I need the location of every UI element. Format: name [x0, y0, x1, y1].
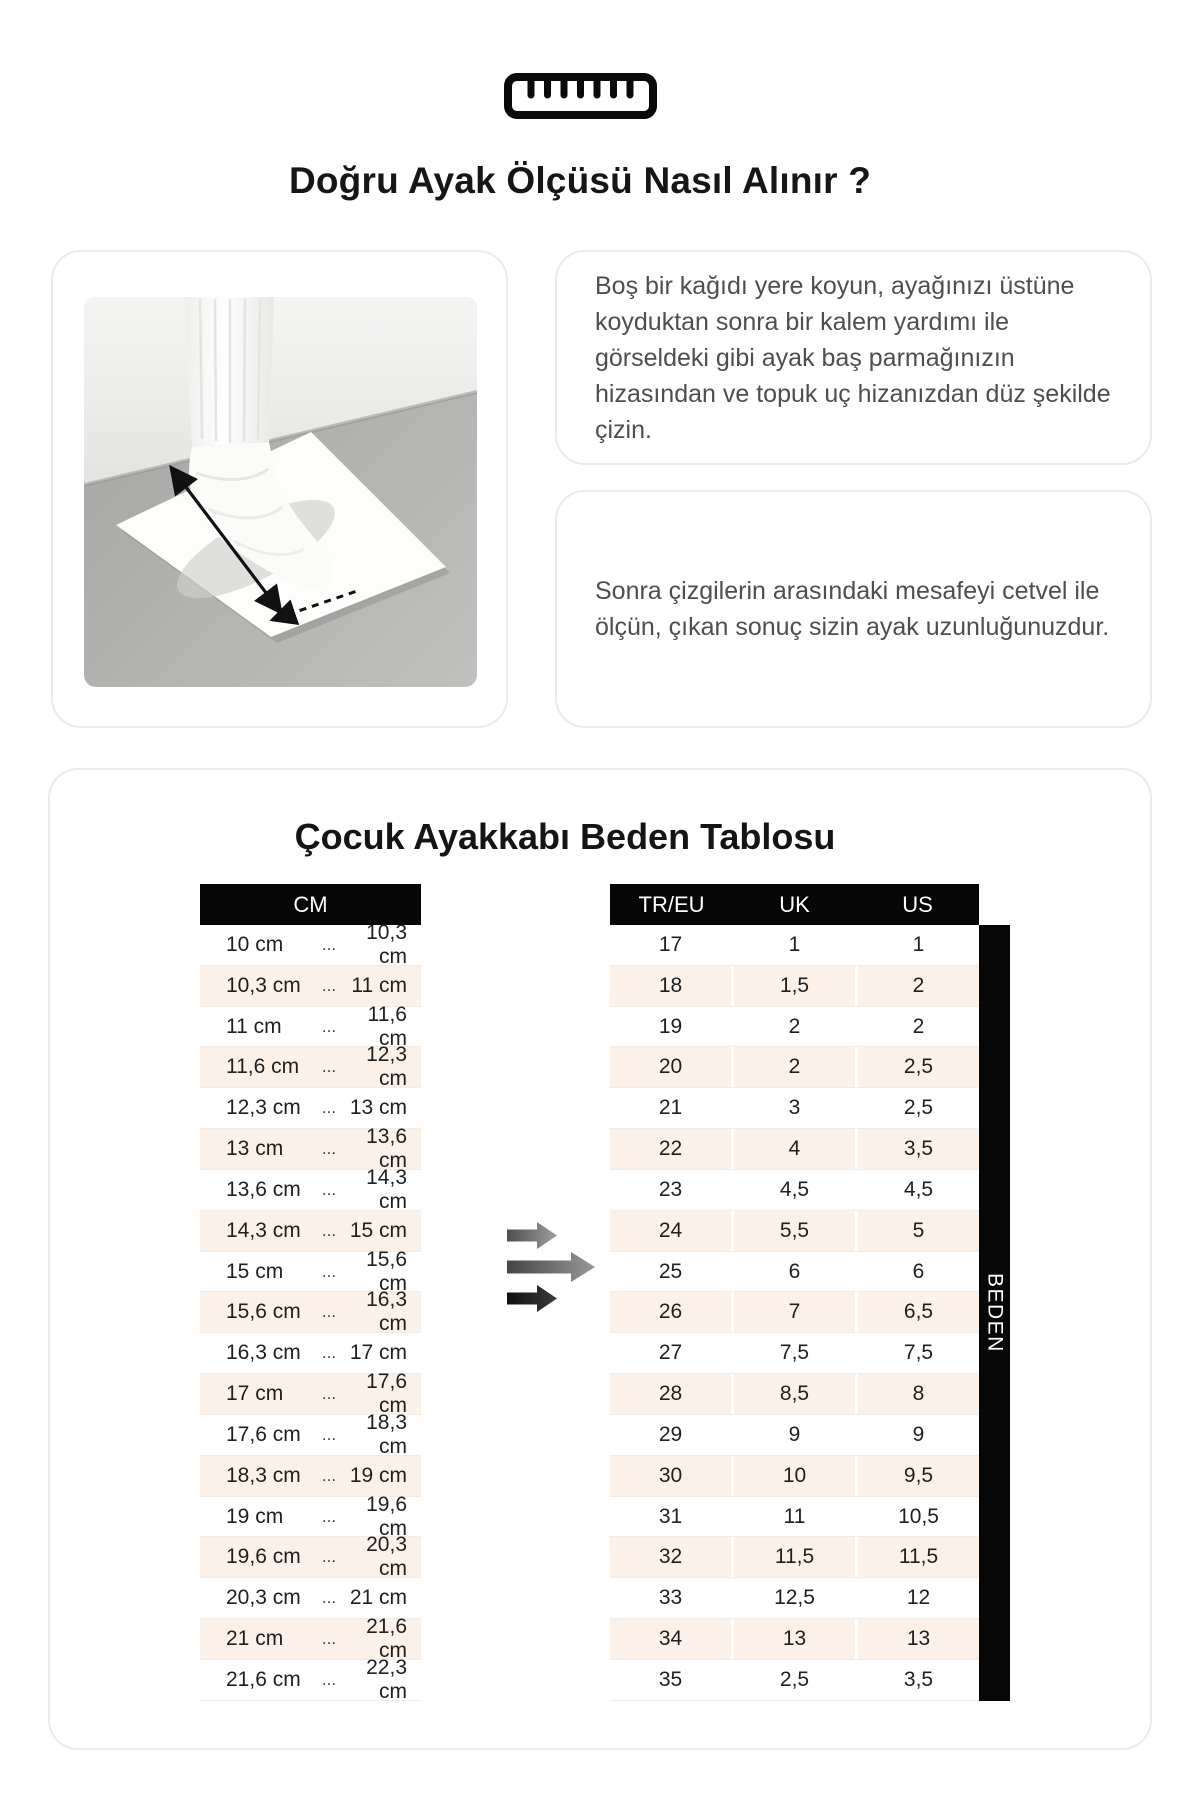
size-us: 9,5 — [858, 1456, 979, 1496]
cm-table-body — [200, 920, 421, 1703]
cm-range-row — [200, 1578, 421, 1619]
size-uk: 10 — [734, 1456, 855, 1496]
size-uk: 7,5 — [734, 1333, 855, 1373]
range-separator-dots: ... — [321, 1424, 337, 1444]
cm-min: 21 cm — [226, 1626, 284, 1650]
size-us: 2 — [858, 966, 979, 1006]
header-uk: UK — [779, 891, 810, 917]
size-tr-eu: 32 — [610, 1537, 731, 1577]
size-row — [610, 1456, 979, 1497]
cm-min: 11 cm — [226, 1014, 282, 1038]
size-uk: 13 — [734, 1619, 855, 1659]
size-tr-eu: 28 — [610, 1374, 731, 1414]
size-us: 11,5 — [858, 1537, 979, 1577]
size-us: 8 — [858, 1374, 979, 1414]
instruction-step-2-text: Sonra çizgilerin arasındaki mesafeyi cetvel ile ölçün, çıkan sonuç sizin ayak uzunluğunuzdur. — [595, 577, 1110, 641]
cm-range-row — [200, 920, 421, 968]
cm-min: 17,6 cm — [226, 1422, 301, 1446]
size-row — [610, 1088, 979, 1129]
size-us: 12 — [858, 1578, 979, 1618]
cm-max: 22,3 cm — [366, 1655, 407, 1703]
size-tr-eu: 25 — [610, 1252, 731, 1292]
arrow-right-icon — [507, 1222, 557, 1249]
cm-range-row — [200, 1456, 421, 1497]
cm-min: 19,6 cm — [226, 1545, 301, 1569]
cm-range-row — [200, 1165, 421, 1213]
size-tr-eu: 23 — [610, 1170, 731, 1210]
size-uk: 9 — [734, 1415, 855, 1455]
cm-range-row — [200, 1125, 421, 1173]
size-table-title: Çocuk Ayakkabı Beden Tablosu — [294, 816, 836, 857]
size-us: 10,5 — [858, 1497, 979, 1537]
size-row — [610, 1129, 979, 1170]
size-uk: 2 — [734, 1007, 855, 1047]
cm-range-row — [200, 1088, 421, 1129]
cm-min: 15 cm — [226, 1259, 284, 1283]
cm-max: 20,3 cm — [366, 1533, 407, 1581]
header-tr-eu: TR/EU — [638, 891, 705, 917]
range-separator-dots: ... — [321, 1098, 337, 1118]
size-row — [610, 1660, 979, 1701]
size-tr-eu: 21 — [610, 1088, 731, 1128]
cm-min: 10,3 cm — [226, 973, 301, 997]
cm-range-row — [200, 1492, 421, 1540]
cm-max: 10,3 cm — [366, 920, 407, 968]
size-tr-eu: 26 — [610, 1292, 731, 1332]
cm-min: 13 cm — [226, 1137, 284, 1161]
size-us: 1 — [858, 925, 979, 965]
size-uk: 2,5 — [734, 1660, 855, 1700]
size-us: 2 — [858, 1007, 979, 1047]
size-uk: 8,5 — [734, 1374, 855, 1414]
size-us: 3,5 — [858, 1129, 979, 1169]
foot-photo-card — [51, 250, 508, 728]
cm-range-row — [200, 1655, 421, 1703]
cm-max: 19 cm — [349, 1463, 407, 1487]
cm-min: 11,6 cm — [226, 1055, 300, 1079]
size-uk: 11 — [734, 1497, 855, 1537]
size-row — [610, 1333, 979, 1374]
size-row — [610, 1252, 979, 1293]
size-us: 13 — [858, 1619, 979, 1659]
size-row — [610, 1170, 979, 1211]
size-uk: 4 — [734, 1129, 855, 1169]
size-tr-eu: 17 — [610, 925, 731, 965]
cm-range-row — [200, 1043, 421, 1091]
cm-max: 19,6 cm — [366, 1492, 407, 1540]
cm-max: 16,3 cm — [366, 1288, 407, 1336]
size-tr-eu: 30 — [610, 1456, 731, 1496]
range-separator-dots: ... — [321, 1057, 337, 1077]
cm-range-row — [200, 1002, 421, 1050]
size-uk: 1,5 — [734, 966, 855, 1006]
cm-max: 21 cm — [349, 1586, 407, 1610]
cm-max: 11 cm — [351, 973, 407, 997]
size-uk: 6 — [734, 1252, 855, 1292]
size-row — [610, 966, 979, 1007]
cm-min: 13,6 cm — [226, 1177, 301, 1201]
cm-max: 21,6 cm — [366, 1615, 407, 1662]
size-us: 4,5 — [858, 1170, 979, 1210]
cm-max: 15 cm — [349, 1218, 407, 1242]
cm-min: 18,3 cm — [226, 1463, 301, 1487]
cm-table — [200, 884, 421, 1701]
range-separator-dots: ... — [321, 1465, 337, 1485]
cm-min: 10 cm — [226, 932, 284, 956]
foot-measurement-photo — [84, 297, 477, 687]
ruler-icon — [504, 73, 657, 119]
range-separator-dots: ... — [321, 934, 337, 954]
cm-range-row — [200, 1211, 421, 1252]
cm-max: 15,6 cm — [366, 1247, 407, 1295]
size-row — [610, 1211, 979, 1252]
conversion-arrows — [507, 1222, 597, 1315]
cm-min: 21,6 cm — [226, 1667, 301, 1691]
cm-range-row — [200, 1247, 421, 1295]
size-tr-eu: 22 — [610, 1129, 731, 1169]
size-us: 2,5 — [858, 1088, 979, 1128]
size-us: 6,5 — [858, 1292, 979, 1332]
size-uk: 2 — [734, 1047, 855, 1087]
arrow-right-icon — [507, 1285, 557, 1312]
beden-text: BEDEN — [983, 1273, 1007, 1353]
cm-min: 15,6 cm — [226, 1300, 301, 1324]
size-tr-eu: 35 — [610, 1660, 731, 1700]
cm-max: 11,6 cm — [367, 1002, 407, 1050]
range-separator-dots: ... — [321, 1506, 337, 1526]
size-tr-eu: 34 — [610, 1619, 731, 1659]
cm-range-row — [200, 1410, 421, 1458]
size-uk: 1 — [734, 925, 855, 965]
cm-range-row — [200, 1333, 421, 1374]
cm-range-row — [200, 1370, 421, 1418]
range-separator-dots: ... — [321, 1343, 337, 1363]
size-row — [610, 1497, 979, 1538]
size-us: 7,5 — [858, 1333, 979, 1373]
size-table-header-row — [610, 884, 979, 925]
size-us: 3,5 — [858, 1660, 979, 1700]
cm-range-row — [200, 1533, 421, 1581]
size-uk: 7 — [734, 1292, 855, 1332]
size-us: 6 — [858, 1252, 979, 1292]
range-separator-dots: ... — [321, 1628, 337, 1648]
range-separator-dots: ... — [321, 975, 337, 995]
cm-max: 13,6 cm — [366, 1125, 407, 1173]
size-uk: 3 — [734, 1088, 855, 1128]
size-tr-eu: 33 — [610, 1578, 731, 1618]
size-uk: 12,5 — [734, 1578, 855, 1618]
instruction-step-1 — [555, 250, 1152, 465]
size-table-card — [48, 768, 1152, 1750]
range-separator-dots: ... — [321, 1179, 337, 1199]
cm-range-row — [200, 966, 421, 1007]
cm-min: 16,3 cm — [226, 1341, 301, 1365]
instruction-step-1-text: Boş bir kağıdı yere koyun, ayağınızı üstüne koyduktan sonra bir kalem yardımı ile görseldeki gibi ayak baş parmağınızın hizasından ve topuk uç hizanızdan düz şekilde çizin. — [595, 271, 1111, 444]
cm-min: 17 cm — [226, 1382, 284, 1406]
size-row — [610, 1578, 979, 1619]
size-uk: 11,5 — [734, 1537, 855, 1577]
size-tr-eu: 27 — [610, 1333, 731, 1373]
cm-max: 13 cm — [349, 1096, 407, 1120]
range-separator-dots: ... — [321, 1547, 337, 1567]
size-row — [610, 1292, 979, 1333]
size-conversion-table — [610, 884, 979, 1701]
cm-max: 17,6 cm — [366, 1370, 407, 1418]
arrow-right-icon — [507, 1252, 595, 1282]
size-row — [610, 1374, 979, 1415]
cm-range-row — [200, 1615, 421, 1662]
cm-max: 18,3 cm — [366, 1410, 407, 1458]
size-us: 9 — [858, 1415, 979, 1455]
cm-min: 12,3 cm — [226, 1096, 301, 1120]
range-separator-dots: ... — [321, 1139, 337, 1159]
cm-min: 19 cm — [226, 1504, 284, 1528]
size-tr-eu: 31 — [610, 1497, 731, 1537]
size-row — [610, 1047, 979, 1088]
range-separator-dots: ... — [321, 1384, 337, 1404]
instruction-step-2 — [555, 490, 1152, 728]
beden-axis-label — [979, 925, 1010, 1701]
cm-max: 14,3 cm — [366, 1165, 407, 1213]
cm-max: 12,3 cm — [366, 1043, 407, 1091]
size-row — [610, 1537, 979, 1578]
size-tr-eu: 24 — [610, 1211, 731, 1251]
range-separator-dots: ... — [321, 1261, 337, 1281]
range-separator-dots: ... — [321, 1016, 337, 1036]
range-separator-dots: ... — [321, 1220, 337, 1240]
cm-max: 17 cm — [349, 1341, 407, 1365]
cm-table-header: CM — [200, 884, 421, 925]
size-tr-eu: 19 — [610, 1007, 731, 1047]
cm-min: 14,3 cm — [226, 1218, 301, 1242]
cm-range-row — [200, 1288, 421, 1336]
page-title: Doğru Ayak Ölçüsü Nasıl Alınır ? — [288, 160, 872, 201]
size-tr-eu: 20 — [610, 1047, 731, 1087]
size-uk: 4,5 — [734, 1170, 855, 1210]
size-us: 2,5 — [858, 1047, 979, 1087]
size-row — [610, 1415, 979, 1456]
cm-min: 20,3 cm — [226, 1586, 301, 1610]
size-row — [610, 1619, 979, 1660]
size-us: 5 — [858, 1211, 979, 1251]
range-separator-dots: ... — [321, 1669, 337, 1689]
size-uk: 5,5 — [734, 1211, 855, 1251]
size-row — [610, 925, 979, 966]
size-row — [610, 1007, 979, 1048]
size-table-body — [610, 925, 979, 1701]
size-tr-eu: 18 — [610, 966, 731, 1006]
range-separator-dots: ... — [321, 1588, 337, 1608]
size-tr-eu: 29 — [610, 1415, 731, 1455]
range-separator-dots: ... — [321, 1302, 337, 1322]
header-us: US — [902, 891, 933, 917]
